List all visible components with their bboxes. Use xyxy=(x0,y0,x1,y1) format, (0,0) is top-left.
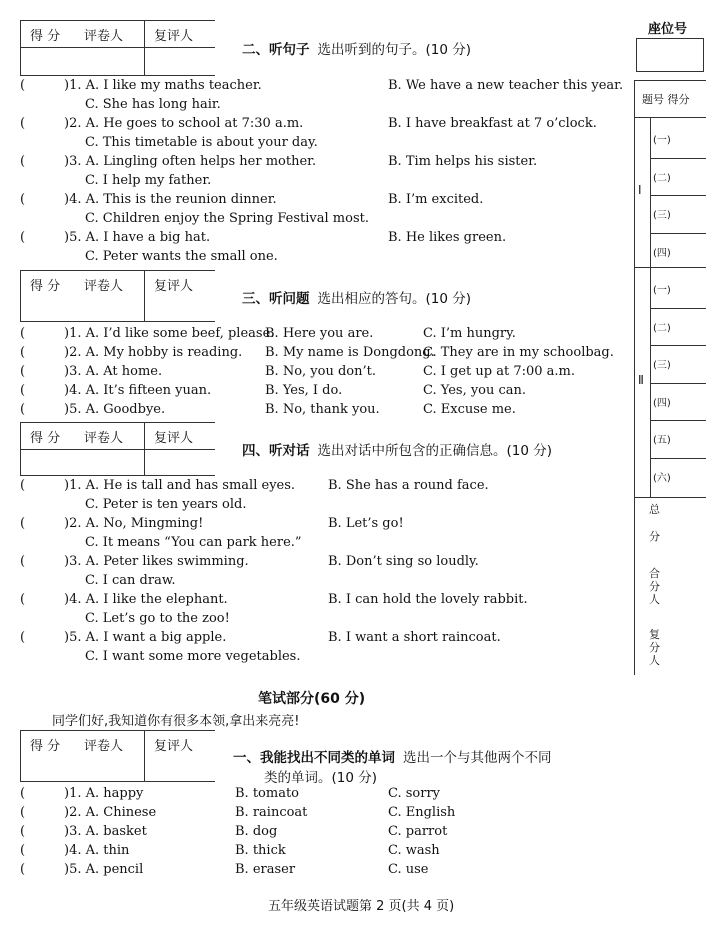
option-c: C. English xyxy=(388,805,456,820)
section-2-desc: 选出听到的句子。(10 分) xyxy=(317,42,472,58)
written-1-desc: 选出一个与其他两个不同 xyxy=(403,750,552,766)
section-2-title: 二、听句子 xyxy=(242,42,310,58)
option-c: C. Yes, you can. xyxy=(423,383,527,398)
written-1-desc-line2: 类的单词。(10 分) xyxy=(264,770,378,786)
combined-label-3: 人 xyxy=(649,593,660,606)
section-4-desc: 选出对话中所包含的正确信息。(10 分) xyxy=(317,443,553,459)
answer-blank[interactable]: ( xyxy=(20,592,26,607)
option-c: C. Children enjoy the Spring Festival most. xyxy=(85,211,369,226)
grader-label: 评卷人 xyxy=(84,29,124,44)
sidebar-item: (二) xyxy=(653,322,671,334)
option-b: B. eraser xyxy=(235,862,296,877)
sidebar-item: (三) xyxy=(653,210,671,221)
reviewer-label: 复评人 xyxy=(154,431,194,446)
option-c: C. wash xyxy=(388,843,440,858)
part-2-label: Ⅱ xyxy=(638,373,644,387)
option-a: )1. A. I like my maths teacher. xyxy=(64,78,262,93)
option-b: B. She has a round face. xyxy=(328,478,489,493)
section-4-title: 四、听对话 xyxy=(242,443,310,459)
option-a: )1. A. I’d like some beef, please. xyxy=(64,326,275,341)
option-a: )2. A. No, Mingming! xyxy=(64,516,204,531)
combined-label-2: 分 xyxy=(649,580,660,593)
answer-blank[interactable]: ( xyxy=(20,230,26,245)
answer-blank[interactable]: ( xyxy=(20,516,26,531)
option-a: )4. A. thin xyxy=(64,843,130,858)
review-label-3: 人 xyxy=(649,654,660,667)
answer-blank[interactable]: ( xyxy=(20,154,26,169)
option-b: B. No, you don’t. xyxy=(265,364,376,379)
option-a: )1. A. He is tall and has small eyes. xyxy=(64,478,296,493)
option-a: )5. A. I have a big hat. xyxy=(64,230,211,245)
sidebar-item: (五) xyxy=(653,435,671,446)
option-a: )5. A. Goodbye. xyxy=(64,402,166,417)
answer-blank[interactable]: ( xyxy=(20,862,26,877)
option-c: C. This timetable is about your day. xyxy=(85,135,318,150)
review-label-2: 分 xyxy=(649,641,660,654)
page-footer: 五年级英语试题第 2 页(共 4 页) xyxy=(268,899,455,914)
combined-label-1: 合 xyxy=(649,567,660,580)
option-a: )2. A. My hobby is reading. xyxy=(64,345,243,360)
option-b: B. dog xyxy=(235,824,278,839)
answer-blank[interactable]: ( xyxy=(20,402,26,417)
answer-blank[interactable]: ( xyxy=(20,326,26,341)
option-b: B. Here you are. xyxy=(265,326,374,341)
section-3-desc: 选出相应的答句。(10 分) xyxy=(317,291,472,307)
score-label: 得 分 xyxy=(30,29,61,44)
answer-blank[interactable]: ( xyxy=(20,478,26,493)
option-b: B. Don’t sing so loudly. xyxy=(328,554,479,569)
option-a: )5. A. I want a big apple. xyxy=(64,630,227,645)
answer-blank[interactable]: ( xyxy=(20,630,26,645)
grader-label: 评卷人 xyxy=(84,431,124,446)
option-a: )3. A. Lingling often helps her mother. xyxy=(64,154,317,169)
score-label: 得 分 xyxy=(30,279,61,294)
section-2-heading xyxy=(242,38,471,58)
option-c: C. I’m hungry. xyxy=(423,326,516,341)
option-a: )5. A. pencil xyxy=(64,862,144,877)
answer-blank[interactable]: ( xyxy=(20,805,26,820)
review-label-1: 复 xyxy=(649,628,660,641)
option-a: )1. A. happy xyxy=(64,786,144,801)
option-a: )3. A. basket xyxy=(64,824,147,839)
option-a: )4. A. I like the elephant. xyxy=(64,592,228,607)
option-c: C. parrot xyxy=(388,824,448,839)
grader-label: 评卷人 xyxy=(84,279,124,294)
reviewer-label: 复评人 xyxy=(154,29,194,44)
sidebar-header: 题号 得分 xyxy=(642,93,690,106)
option-c: C. sorry xyxy=(388,786,441,801)
option-a: )2. A. Chinese xyxy=(64,805,157,820)
score-label: 得 分 xyxy=(30,431,61,446)
option-b: B. He likes green. xyxy=(388,230,507,245)
option-c: C. Excuse me. xyxy=(423,402,516,417)
answer-blank[interactable]: ( xyxy=(20,554,26,569)
sidebar-item: (一) xyxy=(653,135,671,146)
option-a: )2. A. He goes to school at 7:30 a.m. xyxy=(64,116,304,131)
total-label-1: 总 xyxy=(649,503,660,516)
answer-blank[interactable]: ( xyxy=(20,843,26,858)
part-1-label: Ⅰ xyxy=(638,183,642,197)
option-b: B. No, thank you. xyxy=(265,402,380,417)
score-box-s3 xyxy=(20,270,215,322)
answer-blank[interactable]: ( xyxy=(20,78,26,93)
option-c: C. I get up at 7:00 a.m. xyxy=(423,364,575,379)
option-b: B. Yes, I do. xyxy=(265,383,343,398)
option-c: C. Let’s go to the zoo! xyxy=(85,611,230,626)
option-b: B. raincoat xyxy=(235,805,308,820)
score-box-s4 xyxy=(20,422,215,476)
option-c: C. I help my father. xyxy=(85,173,212,188)
sidebar-item: (四) xyxy=(653,397,671,409)
answer-blank[interactable]: ( xyxy=(20,345,26,360)
answer-blank[interactable]: ( xyxy=(20,192,26,207)
option-c: C. It means “You can park here.” xyxy=(85,535,302,550)
option-b: B. My name is Dongdong. xyxy=(265,345,435,360)
option-c: C. Peter wants the small one. xyxy=(85,249,278,264)
reviewer-label: 复评人 xyxy=(154,739,194,754)
reviewer-label: 复评人 xyxy=(154,279,194,294)
score-box-s2 xyxy=(20,20,215,76)
written-part-title: 笔试部分(60 分) xyxy=(258,691,366,707)
answer-blank[interactable]: ( xyxy=(20,364,26,379)
option-b: B. tomato xyxy=(235,786,299,801)
sidebar-item: (六) xyxy=(653,472,671,484)
option-b: B. I want a short raincoat. xyxy=(328,630,501,645)
option-c: C. They are in my schoolbag. xyxy=(423,345,614,360)
option-a: )3. A. Peter likes swimming. xyxy=(64,554,249,569)
total-label-2: 分 xyxy=(649,530,660,543)
answer-blank[interactable]: ( xyxy=(20,824,26,839)
option-b: B. I’m excited. xyxy=(388,192,484,207)
sidebar-item: (二) xyxy=(653,172,671,184)
written-part-intro: 同学们好,我知道你有很多本领,拿出来亮亮! xyxy=(52,714,300,729)
answer-blank[interactable]: ( xyxy=(20,786,26,801)
sidebar-item: (四) xyxy=(653,247,671,259)
option-c: C. I can draw. xyxy=(85,573,176,588)
seat-number-label: 座位号 xyxy=(648,22,688,37)
sidebar-item: (一) xyxy=(653,285,671,296)
option-c: C. I want some more vegetables. xyxy=(85,649,301,664)
option-b: B. thick xyxy=(235,843,286,858)
score-box-w1 xyxy=(20,730,215,782)
answer-blank[interactable]: ( xyxy=(20,383,26,398)
option-b: B. Let’s go! xyxy=(328,516,404,531)
option-a: )4. A. It’s fifteen yuan. xyxy=(64,383,212,398)
score-label: 得 分 xyxy=(30,739,61,754)
option-c: C. use xyxy=(388,862,429,877)
option-b: B. Tim helps his sister. xyxy=(388,154,538,169)
option-a: )4. A. This is the reunion dinner. xyxy=(64,192,277,207)
option-b: B. We have a new teacher this year. xyxy=(388,78,624,93)
written-1-heading xyxy=(233,746,552,766)
option-c: C. She has long hair. xyxy=(85,97,221,112)
written-1-title: 一、我能找出不同类的单词 xyxy=(233,750,395,766)
option-c: C. Peter is ten years old. xyxy=(85,497,247,512)
seat-number-box[interactable] xyxy=(636,38,704,72)
option-a: )3. A. At home. xyxy=(64,364,163,379)
section-4-heading xyxy=(242,439,552,459)
answer-blank[interactable]: ( xyxy=(20,116,26,131)
option-b: B. I have breakfast at 7 o’clock. xyxy=(388,116,597,131)
section-3-heading xyxy=(242,287,471,307)
sidebar-item: (三) xyxy=(653,360,671,371)
option-b: B. I can hold the lovely rabbit. xyxy=(328,592,528,607)
grader-label: 评卷人 xyxy=(84,739,124,754)
section-3-title: 三、听问题 xyxy=(242,291,310,307)
